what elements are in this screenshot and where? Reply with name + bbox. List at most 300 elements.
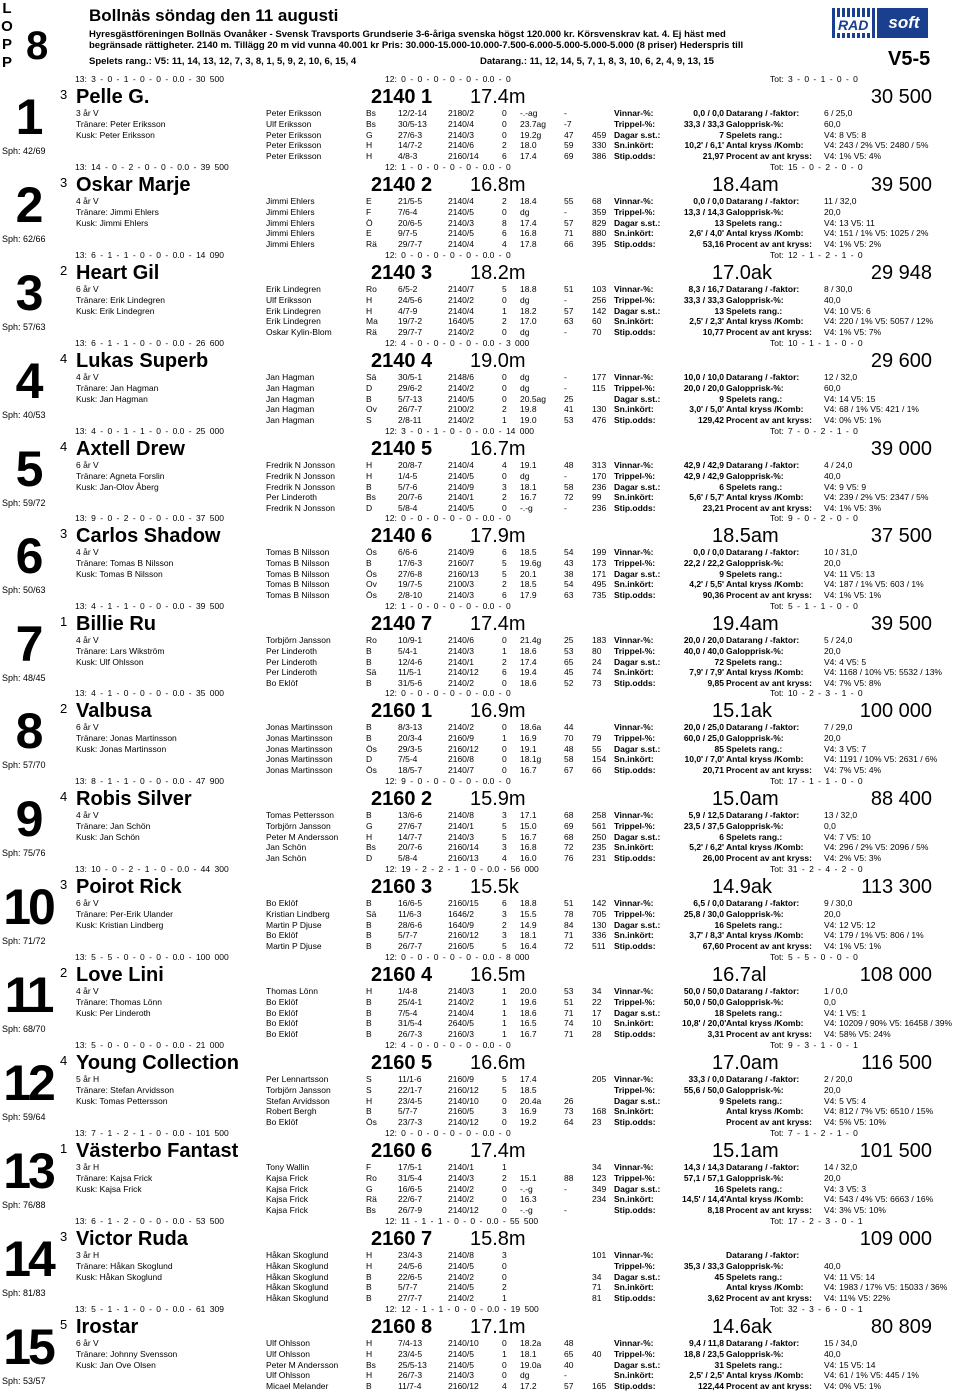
stat-cell: 33,3 / 33,3 bbox=[683, 118, 724, 129]
stat-cell: V4: 2% V5: 3% bbox=[824, 853, 882, 864]
race-cell: -.-g bbox=[520, 1183, 533, 1194]
stat-cell: Spelets rang.: bbox=[726, 1007, 783, 1018]
race-cell: 18.2a bbox=[520, 1338, 542, 1348]
race-cell: 183 bbox=[592, 635, 607, 645]
race-cell: 19.4 bbox=[520, 667, 537, 678]
race-cell: 2140/5 bbox=[448, 206, 474, 217]
race-cell: Rä bbox=[366, 327, 377, 338]
stat-cell: Stip.odds: bbox=[614, 239, 656, 250]
info-line: 6 år V bbox=[76, 460, 99, 470]
race-cell: 19.0a bbox=[520, 1359, 542, 1370]
stat-cell: Procent av ant kryss: bbox=[726, 590, 812, 601]
race-cell: 68 bbox=[564, 831, 574, 842]
stat-cell: 13 bbox=[714, 305, 724, 316]
record-time: 19.0m bbox=[470, 350, 526, 372]
race-cell: B bbox=[366, 1381, 372, 1392]
race-cell: 26 bbox=[564, 1095, 574, 1106]
race-cell: 20/7-6 bbox=[398, 492, 423, 503]
info-line: Tränare: Jan Hagman bbox=[76, 382, 159, 393]
horse-name: Young Collection bbox=[76, 1052, 239, 1074]
race-cell: Erik Lindegren bbox=[266, 305, 321, 316]
stat-cell: Galopprisk-%: bbox=[726, 908, 784, 919]
race-cell: 64 bbox=[564, 1117, 574, 1128]
info-line: Tränare: Jonas Martinsson bbox=[76, 732, 177, 743]
race-cell: 1 bbox=[502, 1162, 507, 1172]
stat-cell: 20,0 bbox=[824, 732, 841, 743]
stat-cell: V4: 11 V5: 13 bbox=[824, 568, 875, 579]
race-cell: 0 bbox=[502, 294, 507, 305]
stat-cell: 11 / 32,0 bbox=[824, 196, 857, 206]
race-cell: 19.1 bbox=[520, 743, 537, 754]
race-cell: 256 bbox=[592, 294, 607, 305]
race-cell: 18/5-7 bbox=[398, 765, 423, 776]
stat-cell: 26,00 bbox=[702, 853, 724, 864]
info-line: Tränare: Lars Wikström bbox=[76, 645, 165, 656]
start-number: 11 bbox=[4, 967, 52, 1023]
stat-cell: V4: 1191 / 10% V5: 2631 / 6% bbox=[824, 754, 938, 765]
race-cell: 2 bbox=[502, 404, 507, 415]
race-cell: B bbox=[366, 678, 372, 689]
stat-cell: 8,18 bbox=[707, 1205, 724, 1216]
race-cell: 51 bbox=[564, 898, 574, 908]
prize-money: 39 500 bbox=[870, 174, 932, 196]
race-cell: Håkan Skoglund bbox=[266, 1260, 329, 1271]
race-cell: 2 bbox=[502, 1172, 507, 1183]
record-time: 15.8m bbox=[470, 1228, 526, 1250]
record-time: 17.9m bbox=[470, 525, 526, 547]
record-time: 16.7m bbox=[470, 438, 526, 460]
race-cell: 1 bbox=[502, 986, 507, 996]
race-cell: Jan Hagman bbox=[266, 393, 315, 404]
race-cell: 40 bbox=[564, 1359, 574, 1370]
info-line: Tränare: Jimmi Ehlers bbox=[76, 206, 159, 217]
race-cell: 52 bbox=[564, 678, 574, 689]
race-cell: Per Lennartsson bbox=[266, 1074, 329, 1084]
race-cell: 16.8 bbox=[520, 228, 537, 239]
stat-cell: Stip.odds: bbox=[614, 503, 656, 514]
race-cell: Ö bbox=[366, 217, 373, 228]
stat-cell: V4: 1168 / 10% V5: 5532 / 13% bbox=[824, 667, 942, 678]
race-cell: D bbox=[366, 853, 373, 864]
race-cell: 54 bbox=[564, 547, 574, 557]
race-cell: 18.0 bbox=[520, 140, 537, 151]
stat-cell: Procent av ant kryss: bbox=[726, 1205, 812, 1216]
race-cell: 25 bbox=[564, 393, 574, 404]
stat-cell: Stip.odds: bbox=[614, 590, 656, 601]
stat-cell: Datarang / -faktor: bbox=[726, 986, 800, 996]
record-time: 17.4m bbox=[470, 86, 526, 108]
stat-cell: 40,0 / 40,0 bbox=[683, 645, 724, 656]
race-cell: S bbox=[366, 1074, 372, 1084]
race-cell: 60 bbox=[592, 316, 602, 327]
race-cell: 154 bbox=[592, 754, 607, 765]
race-cell: 0 bbox=[502, 754, 507, 765]
race-cell: 63 bbox=[564, 316, 574, 327]
race-cell: 336 bbox=[592, 930, 607, 941]
stats-2012: 12: 1 - 0 - 0 - 0 - 0 - 0.0 - 0 bbox=[385, 162, 511, 172]
race-cell: 20/7-6 bbox=[398, 842, 423, 853]
record-time: 15.5k bbox=[470, 876, 519, 898]
race-cell: 84 bbox=[564, 919, 574, 930]
stat-cell: Antal kryss /Komb: bbox=[726, 1018, 804, 1029]
stat-cell: V4: 1% V5: 1% bbox=[824, 941, 882, 952]
stat-cell: Trippel-%: bbox=[614, 294, 656, 305]
race-cell: 18.2 bbox=[520, 305, 537, 316]
stats-2012: 12: 0 - 0 - 0 - 0 - 0 - 0.0 - 0 bbox=[385, 513, 511, 523]
race-cell: 43 bbox=[564, 557, 574, 568]
stats-2013: 13: 14 - 0 - 2 - 0 - 0 - 0.0 - 39 500 bbox=[75, 162, 229, 172]
sph-value: Sph: 75/76 bbox=[2, 848, 46, 858]
race-cell: 47 bbox=[564, 129, 574, 140]
best-time: 18.4am bbox=[712, 174, 779, 196]
race-cell: 2140/2 bbox=[448, 415, 474, 426]
race-cell: 11/1-6 bbox=[398, 1074, 422, 1084]
race-cell: Peter Eriksson bbox=[266, 108, 322, 118]
race-cell: 5 bbox=[502, 1084, 507, 1095]
race-cell: 2140/3 bbox=[448, 986, 474, 996]
race-cell: 2140/4 bbox=[448, 1007, 474, 1018]
race-cell: 170 bbox=[592, 470, 607, 481]
race-cell: 130 bbox=[592, 919, 607, 930]
stat-cell: V4: 1% V5: 3% bbox=[824, 503, 882, 514]
stat-cell: V4: 14 V5: 15 bbox=[824, 393, 876, 404]
info-line: Kusk: Jan-Olov Åberg bbox=[76, 481, 159, 492]
race-cell: 0 bbox=[502, 1359, 507, 1370]
race-cell: 231 bbox=[592, 853, 607, 864]
race-cell: 57 bbox=[564, 305, 574, 316]
race-subtitle-1: Hyresgästföreningen Bollnäs Ovanåker - Svensk Travsports Grundserie 3-6-åriga svenska högst 120.000 kr. Körsvenskrav kat. 4. Ej häst med bbox=[89, 29, 726, 40]
stat-cell: Vinnar-%: bbox=[614, 1074, 654, 1084]
race-cell: 5/7-13 bbox=[398, 393, 423, 404]
post-position: 3 bbox=[60, 526, 68, 541]
race-cell: Per Linderoth bbox=[266, 667, 318, 678]
race-cell: Jimmi Ehlers bbox=[266, 206, 315, 217]
stat-cell: Antal kryss /Komb: bbox=[726, 579, 804, 590]
race-cell: 142 bbox=[592, 898, 607, 908]
race-cell: Jan Schön bbox=[266, 853, 307, 864]
race-cell: B bbox=[366, 481, 372, 492]
stat-cell: V4: 543 / 4% V5: 6663 / 16% bbox=[824, 1194, 934, 1205]
post-position: 3 bbox=[60, 87, 68, 102]
race-cell: Fredrik N Jonsson bbox=[266, 470, 335, 481]
race-cell: 16.9 bbox=[520, 1106, 537, 1117]
distance-track: 2160 2 bbox=[371, 788, 433, 810]
race-cell: 2140/1 bbox=[448, 656, 474, 667]
race-cell: -.-ag bbox=[520, 108, 538, 118]
stat-cell: 60,0 bbox=[824, 382, 841, 393]
race-cell: 71 bbox=[564, 1029, 574, 1040]
stat-cell: 55,6 / 50,0 bbox=[683, 1084, 724, 1095]
stat-cell: Stip.odds: bbox=[614, 415, 656, 426]
race-cell: 395 bbox=[592, 239, 607, 250]
race-cell: 5 bbox=[502, 568, 507, 579]
race-cell: Jan Hagman bbox=[266, 415, 315, 426]
race-cell: 29/3-5 bbox=[398, 743, 423, 754]
race-cell: 0 bbox=[502, 1271, 507, 1282]
race-cell: 2140/3 bbox=[448, 217, 474, 228]
race-cell: 16/6-5 bbox=[398, 898, 423, 908]
stat-cell: Antal kryss /Komb: bbox=[726, 316, 804, 327]
race-cell: 74 bbox=[564, 1018, 574, 1029]
stat-cell: Trippel-%: bbox=[614, 118, 656, 129]
stat-cell: Trippel-%: bbox=[614, 1348, 656, 1359]
info-line: Tränare: Peter Eriksson bbox=[76, 118, 166, 129]
race-cell: 495 bbox=[592, 579, 607, 590]
stat-cell: 23,5 / 37,5 bbox=[683, 820, 724, 831]
stats-total: Tot: 10 - 2 - 3 - 1 - 0 bbox=[770, 688, 863, 698]
race-cell: Ös bbox=[366, 547, 377, 557]
race-cell: B bbox=[366, 1018, 372, 1029]
post-position: 1 bbox=[60, 1141, 68, 1156]
info-line: Tränare: Stefan Arvidsson bbox=[76, 1084, 174, 1095]
horse-info bbox=[76, 1074, 174, 1106]
sph-value: Sph: 59/64 bbox=[2, 1112, 46, 1122]
race-cell: 2140/2 bbox=[448, 1271, 474, 1282]
race-cell: B bbox=[366, 930, 372, 941]
race-cell: 0 bbox=[502, 108, 507, 118]
stat-cell: Procent av ant kryss: bbox=[726, 1117, 812, 1128]
stat-cell: Stip.odds: bbox=[614, 327, 656, 338]
logo-soft: soft bbox=[880, 8, 928, 38]
race-cell: 2160/14 bbox=[448, 151, 479, 162]
stat-cell: Galopprisk-%: bbox=[726, 1348, 784, 1359]
race-cell: Bs bbox=[366, 1359, 376, 1370]
stat-cell: Spelets rang.: bbox=[726, 743, 783, 754]
race-cell: 705 bbox=[592, 908, 607, 919]
race-cell: 19/7-2 bbox=[398, 316, 423, 327]
stat-cell: Galopprisk-%: bbox=[726, 1260, 784, 1271]
race-cell: 17/6-3 bbox=[398, 557, 423, 568]
horse-name: Robis Silver bbox=[76, 788, 192, 810]
race-cell: 72 bbox=[564, 842, 574, 853]
info-line: 6 år V bbox=[76, 1338, 99, 1348]
race-cell: 0 bbox=[502, 1194, 507, 1205]
race-cell: dg bbox=[520, 206, 530, 217]
race-cell: 59 bbox=[564, 140, 574, 151]
stat-cell: V4: 1% V5: 2% bbox=[824, 239, 882, 250]
race-cell: 41 bbox=[564, 404, 574, 415]
race-cell: 16.7 bbox=[520, 765, 537, 776]
race-cell: 19.8 bbox=[520, 404, 537, 415]
race-cell: 1 bbox=[502, 732, 507, 743]
race-cell: 17/5-1 bbox=[398, 1162, 423, 1172]
race-cell: 6/5-2 bbox=[398, 284, 418, 294]
stat-cell: 20,0 bbox=[824, 908, 841, 919]
race-cell: 2 bbox=[502, 579, 507, 590]
race-cell: 2140/2 bbox=[448, 1183, 474, 1194]
race-cell: 5/7-7 bbox=[398, 1106, 418, 1117]
stat-cell: Antal kryss /Komb: bbox=[726, 492, 804, 503]
race-cell: 5/7-7 bbox=[398, 1282, 418, 1293]
race-cell: Kajsa Frick bbox=[266, 1194, 309, 1205]
start-number: 9 bbox=[15, 791, 41, 847]
race-cell: Jan Hagman bbox=[266, 372, 315, 382]
race-cell: D bbox=[366, 503, 373, 514]
stat-cell: 42,9 / 42,9 bbox=[683, 460, 724, 470]
info-line: 4 år V bbox=[76, 635, 99, 645]
side-letter: O bbox=[1, 18, 13, 35]
stat-cell: Trippel-%: bbox=[614, 1084, 656, 1095]
race-cell: Rä bbox=[366, 239, 377, 250]
info-line: Kusk: Tomas B Nilsson bbox=[76, 568, 163, 579]
race-cell: Jan Schön bbox=[266, 842, 307, 853]
sph-value: Sph: 68/70 bbox=[2, 1024, 46, 1034]
stat-cell: Galopprisk-%: bbox=[726, 1084, 784, 1095]
start-number: 10 bbox=[3, 879, 53, 935]
stats-total: Tot: 3 - 0 - 1 - 0 - 0 bbox=[770, 74, 858, 84]
stat-cell: V4: 0% V5: 1% bbox=[824, 1381, 882, 1392]
race-cell: 7/5-4 bbox=[398, 754, 418, 765]
race-cell: 16.7 bbox=[520, 492, 537, 503]
distance-track: 2160 8 bbox=[371, 1316, 433, 1338]
race-cell: 45 bbox=[564, 667, 574, 678]
stats-total: Tot: 9 - 0 - 2 - 0 - 0 bbox=[770, 513, 858, 523]
info-line: 4 år V bbox=[76, 986, 99, 996]
race-cell: 5 bbox=[502, 820, 507, 831]
post-position: 4 bbox=[60, 351, 68, 366]
race-cell: 2140/3 bbox=[448, 645, 474, 656]
stat-cell: Galopprisk-%: bbox=[726, 645, 784, 656]
stat-cell: 122,44 bbox=[698, 1381, 724, 1392]
horse-info bbox=[76, 1250, 173, 1282]
race-cell: 1 bbox=[502, 1018, 507, 1029]
race-cell: Erik Lindegren bbox=[266, 316, 321, 327]
race-cell: 5 bbox=[502, 831, 507, 842]
stat-cell: Galopprisk-%: bbox=[726, 118, 784, 129]
race-cell: 2140/10 bbox=[448, 1338, 479, 1348]
post-position: 4 bbox=[60, 439, 68, 454]
race-cell: 1 bbox=[502, 415, 507, 426]
race-cell: Håkan Skoglund bbox=[266, 1293, 329, 1304]
info-line: 3 år H bbox=[76, 1162, 100, 1172]
stat-cell: 18 bbox=[714, 1007, 724, 1018]
race-cell: 28 bbox=[592, 1029, 602, 1040]
horse-info bbox=[76, 547, 173, 579]
race-cell: 9/7-5 bbox=[398, 228, 418, 239]
stat-cell: 45 bbox=[714, 1271, 724, 1282]
race-cell: 2140/1 bbox=[448, 1162, 474, 1172]
race-cell: Håkan Skoglund bbox=[266, 1282, 329, 1293]
race-cell: 3 bbox=[502, 930, 507, 941]
sph-value: Sph: 57/63 bbox=[2, 322, 46, 332]
race-cell: Tomas B Nilsson bbox=[266, 547, 330, 557]
stat-cell: 9,85 bbox=[707, 678, 724, 689]
stat-cell: 129,42 bbox=[698, 415, 724, 426]
race-cell: 2140/2 bbox=[448, 327, 474, 338]
stat-cell: 14,3 / 14,3 bbox=[683, 1162, 724, 1172]
race-cell: 0 bbox=[502, 678, 507, 689]
race-cell: 880 bbox=[592, 228, 607, 239]
stat-cell: 20,0 bbox=[824, 1084, 841, 1095]
stat-cell: Sn.inkört: bbox=[614, 492, 654, 503]
race-cell: 0 bbox=[502, 129, 507, 140]
race-cell: 0 bbox=[502, 382, 507, 393]
info-line: Kusk: Jan Hagman bbox=[76, 393, 148, 404]
best-time: 16.7al bbox=[712, 964, 767, 986]
race-cell: 2148/6 bbox=[448, 372, 474, 382]
race-cell: Stefan Arvidsson bbox=[266, 1095, 330, 1106]
stat-cell: Trippel-%: bbox=[614, 557, 656, 568]
stat-cell: Sn.inkört: bbox=[614, 1106, 654, 1117]
race-cell: Per Linderoth bbox=[266, 645, 318, 656]
race-cell: 4 bbox=[502, 239, 507, 250]
race-cell: Martin P Djuse bbox=[266, 919, 322, 930]
stat-cell: Procent av ant kryss: bbox=[726, 1029, 812, 1040]
race-cell: 199 bbox=[592, 547, 607, 557]
horse-info bbox=[76, 196, 159, 228]
race-cell: B bbox=[366, 722, 372, 732]
post-position: 3 bbox=[60, 877, 68, 892]
stat-cell: 21,97 bbox=[702, 151, 724, 162]
race-cell: 2160/7 bbox=[448, 557, 474, 568]
race-cell: 20.4a bbox=[520, 1095, 542, 1106]
stat-cell: Stip.odds: bbox=[614, 151, 656, 162]
race-cell: 71 bbox=[592, 1282, 602, 1293]
stats-2012: 12: 4 - 0 - 0 - 0 - 0 - 0.0 - 0 bbox=[385, 1040, 511, 1050]
sph-value: Sph: 57/70 bbox=[2, 760, 46, 770]
prize-money: 108 000 bbox=[859, 964, 932, 986]
race-cell: 2140/3 bbox=[448, 129, 474, 140]
race-cell: 2160/5 bbox=[448, 941, 474, 952]
stat-cell: Dagar s.st.: bbox=[614, 1007, 661, 1018]
race-cell: 27/6-7 bbox=[398, 820, 423, 831]
stat-cell: Sn.inkört: bbox=[614, 316, 654, 327]
race-cell: B bbox=[366, 1029, 372, 1040]
prize-money: 116 500 bbox=[861, 1052, 932, 1074]
race-cell: 0 bbox=[502, 503, 507, 514]
race-cell: 6 bbox=[502, 898, 507, 908]
stat-cell: Antal kryss /Komb: bbox=[726, 1282, 804, 1293]
race-cell: 10 bbox=[592, 1018, 602, 1029]
race-cell: 14/7-2 bbox=[398, 140, 423, 151]
race-cell: 0 bbox=[502, 1338, 507, 1348]
stat-cell: 15 / 34,0 bbox=[824, 1338, 858, 1348]
info-line: Tränare: Tomas B Nilsson bbox=[76, 557, 174, 568]
race-cell: dg bbox=[520, 470, 530, 481]
start-number: 1 bbox=[15, 89, 41, 145]
stat-cell: Galopprisk-%: bbox=[726, 382, 784, 393]
stats-total: Tot: 5 - 5 - 0 - 0 - 0 bbox=[770, 952, 858, 962]
race-cell: Jan Hagman bbox=[266, 382, 315, 393]
stat-cell: Datarang / -faktor: bbox=[726, 547, 800, 557]
stat-cell: 25,8 / 30,0 bbox=[683, 908, 724, 919]
race-cell: 2140/2 bbox=[448, 1293, 474, 1304]
race-cell: 2140/12 bbox=[448, 667, 479, 678]
race-cell: 177 bbox=[592, 372, 607, 382]
race-cell: H bbox=[366, 831, 373, 842]
race-cell: 14/7-7 bbox=[398, 831, 423, 842]
best-time: 14.6ak bbox=[712, 1316, 773, 1338]
stats-2013: 13: 3 - 0 - 1 - 0 - 0 - 0.0 - 30 500 bbox=[75, 74, 224, 84]
race-cell: 11/7-4 bbox=[398, 1381, 422, 1392]
race-cell: 735 bbox=[592, 590, 607, 601]
race-cell: 16.3 bbox=[520, 1194, 537, 1205]
race-cell: 18.1 bbox=[520, 481, 537, 492]
info-line: Kusk: Per Linderoth bbox=[76, 1007, 151, 1018]
stat-cell: Antal kryss /Komb: bbox=[726, 1106, 804, 1117]
side-letters bbox=[0, 0, 14, 72]
stat-cell: 9 / 30,0 bbox=[824, 898, 853, 908]
stat-cell: Stip.odds: bbox=[614, 1381, 656, 1392]
race-cell: Tomas B Nilsson bbox=[266, 579, 330, 590]
sph-value: Sph: 71/72 bbox=[2, 936, 46, 946]
stat-cell: Datarang / -faktor: bbox=[726, 1074, 800, 1084]
stat-cell: Trippel-%: bbox=[614, 1172, 656, 1183]
stat-cell: V4: 296 / 2% V5: 2096 / 5% bbox=[824, 842, 929, 853]
race-cell: 349 bbox=[592, 1183, 607, 1194]
race-cell: 0 bbox=[502, 118, 507, 129]
race-cell: 48 bbox=[564, 743, 574, 754]
